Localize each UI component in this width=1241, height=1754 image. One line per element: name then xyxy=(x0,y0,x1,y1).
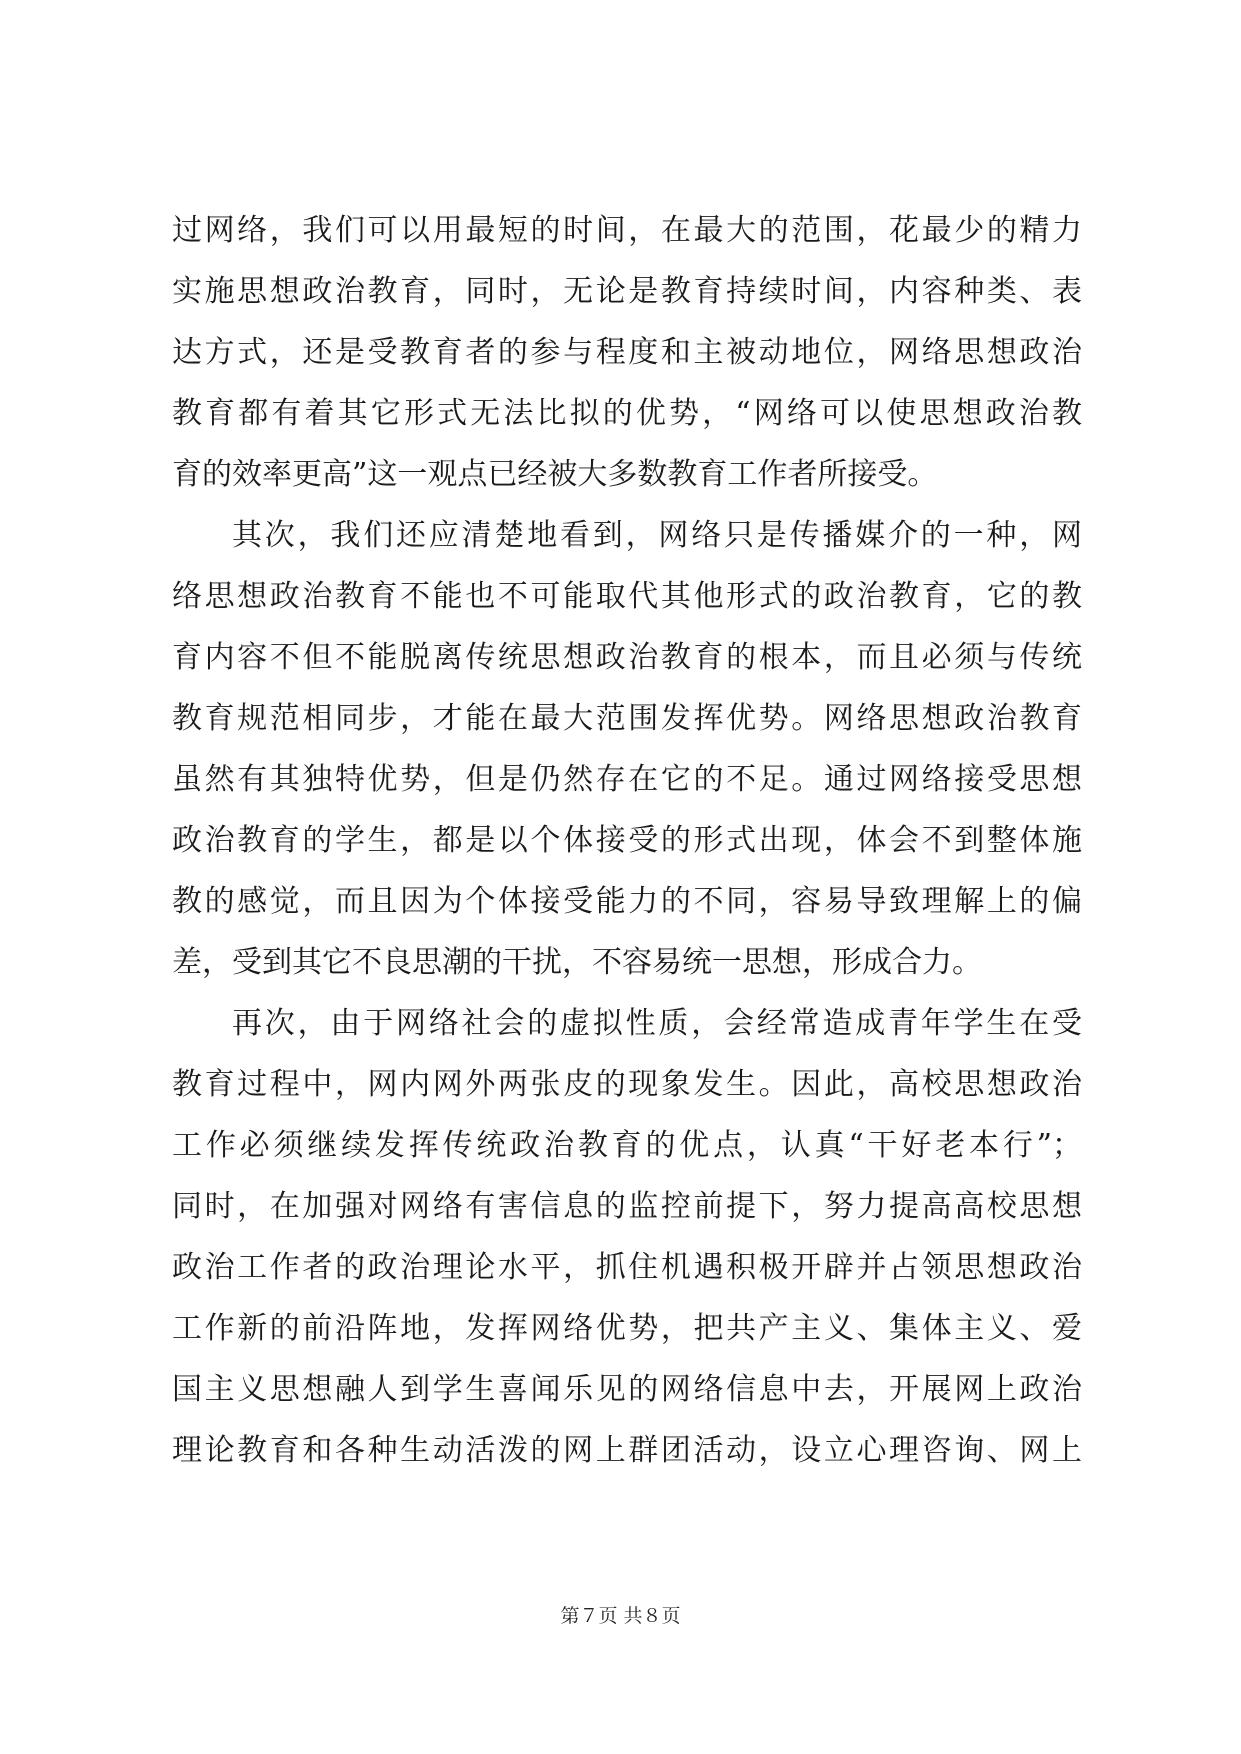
text-line: 教的感觉，而且因为个体接受能力的不同，容易导致理解上的偏 xyxy=(172,884,1082,919)
text-line: 育内容不但不能脱离传统思想政治教育的根本，而且必须与传统 xyxy=(172,640,1082,675)
text-line: 理论教育和各种生动活泼的网上群团活动，设立心理咨询、网上 xyxy=(172,1433,1082,1468)
text-line: 虽然有其独特优势，但是仍然存在它的不足。通过网络接受思想 xyxy=(172,762,1082,797)
text-line: 实施思想政治教育，同时，无论是教育持续时间，内容种类、表 xyxy=(172,274,1082,309)
text-line: 育的效率更高”这一观点已经被大多数教育工作者所接受。 xyxy=(172,457,938,492)
body-text xyxy=(172,200,1082,1481)
text-line: 教育过程中，网内网外两张皮的现象发生。因此，高校思想政治 xyxy=(172,1067,1082,1102)
text-line: 国主义思想融人到学生喜闻乐见的网络信息中去，开展网上政治 xyxy=(172,1372,1082,1407)
text-line: 政治教育的学生，都是以个体接受的形式出现，体会不到整体施 xyxy=(172,823,1082,858)
text-line: 过网络，我们可以用最短的时间，在最大的范围，花最少的精力 xyxy=(172,213,1082,248)
text-line: 同时，在加强对网络有害信息的监控前提下，努力提高高校思想 xyxy=(172,1189,1082,1224)
paragraph-start-line: 再次，由于网络社会的虚拟性质，会经常造成青年学生在受 xyxy=(232,1006,1082,1041)
text-line: 达方式，还是受教育者的参与程度和主被动地位，网络思想政治 xyxy=(172,335,1082,370)
paragraph-start-line: 其次，我们还应清楚地看到，网络只是传播媒介的一种，网 xyxy=(232,518,1082,553)
text-line: 教育都有着其它形式无法比拟的优势，“网络可以使思想政治教 xyxy=(172,396,1082,431)
page-number-footer: 第７页 共８页 xyxy=(560,1605,681,1627)
text-line: 络思想政治教育不能也不可能取代其他形式的政治教育，它的教 xyxy=(172,579,1082,614)
text-line: 工作新的前沿阵地，发挥网络优势，把共产主义、集体主义、爱 xyxy=(172,1311,1082,1346)
text-line: 工作必须继续发挥传统政治教育的优点，认真“干好老本行”； xyxy=(172,1128,1082,1163)
text-line: 差，受到其它不良思潮的干扰，不容易统一思想，形成合力。 xyxy=(172,945,982,980)
text-line: 政治工作者的政治理论水平，抓住机遇积极开辟并占领思想政治 xyxy=(172,1250,1082,1285)
text-line: 教育规范相同步，才能在最大范围发挥优势。网络思想政治教育 xyxy=(172,701,1082,736)
